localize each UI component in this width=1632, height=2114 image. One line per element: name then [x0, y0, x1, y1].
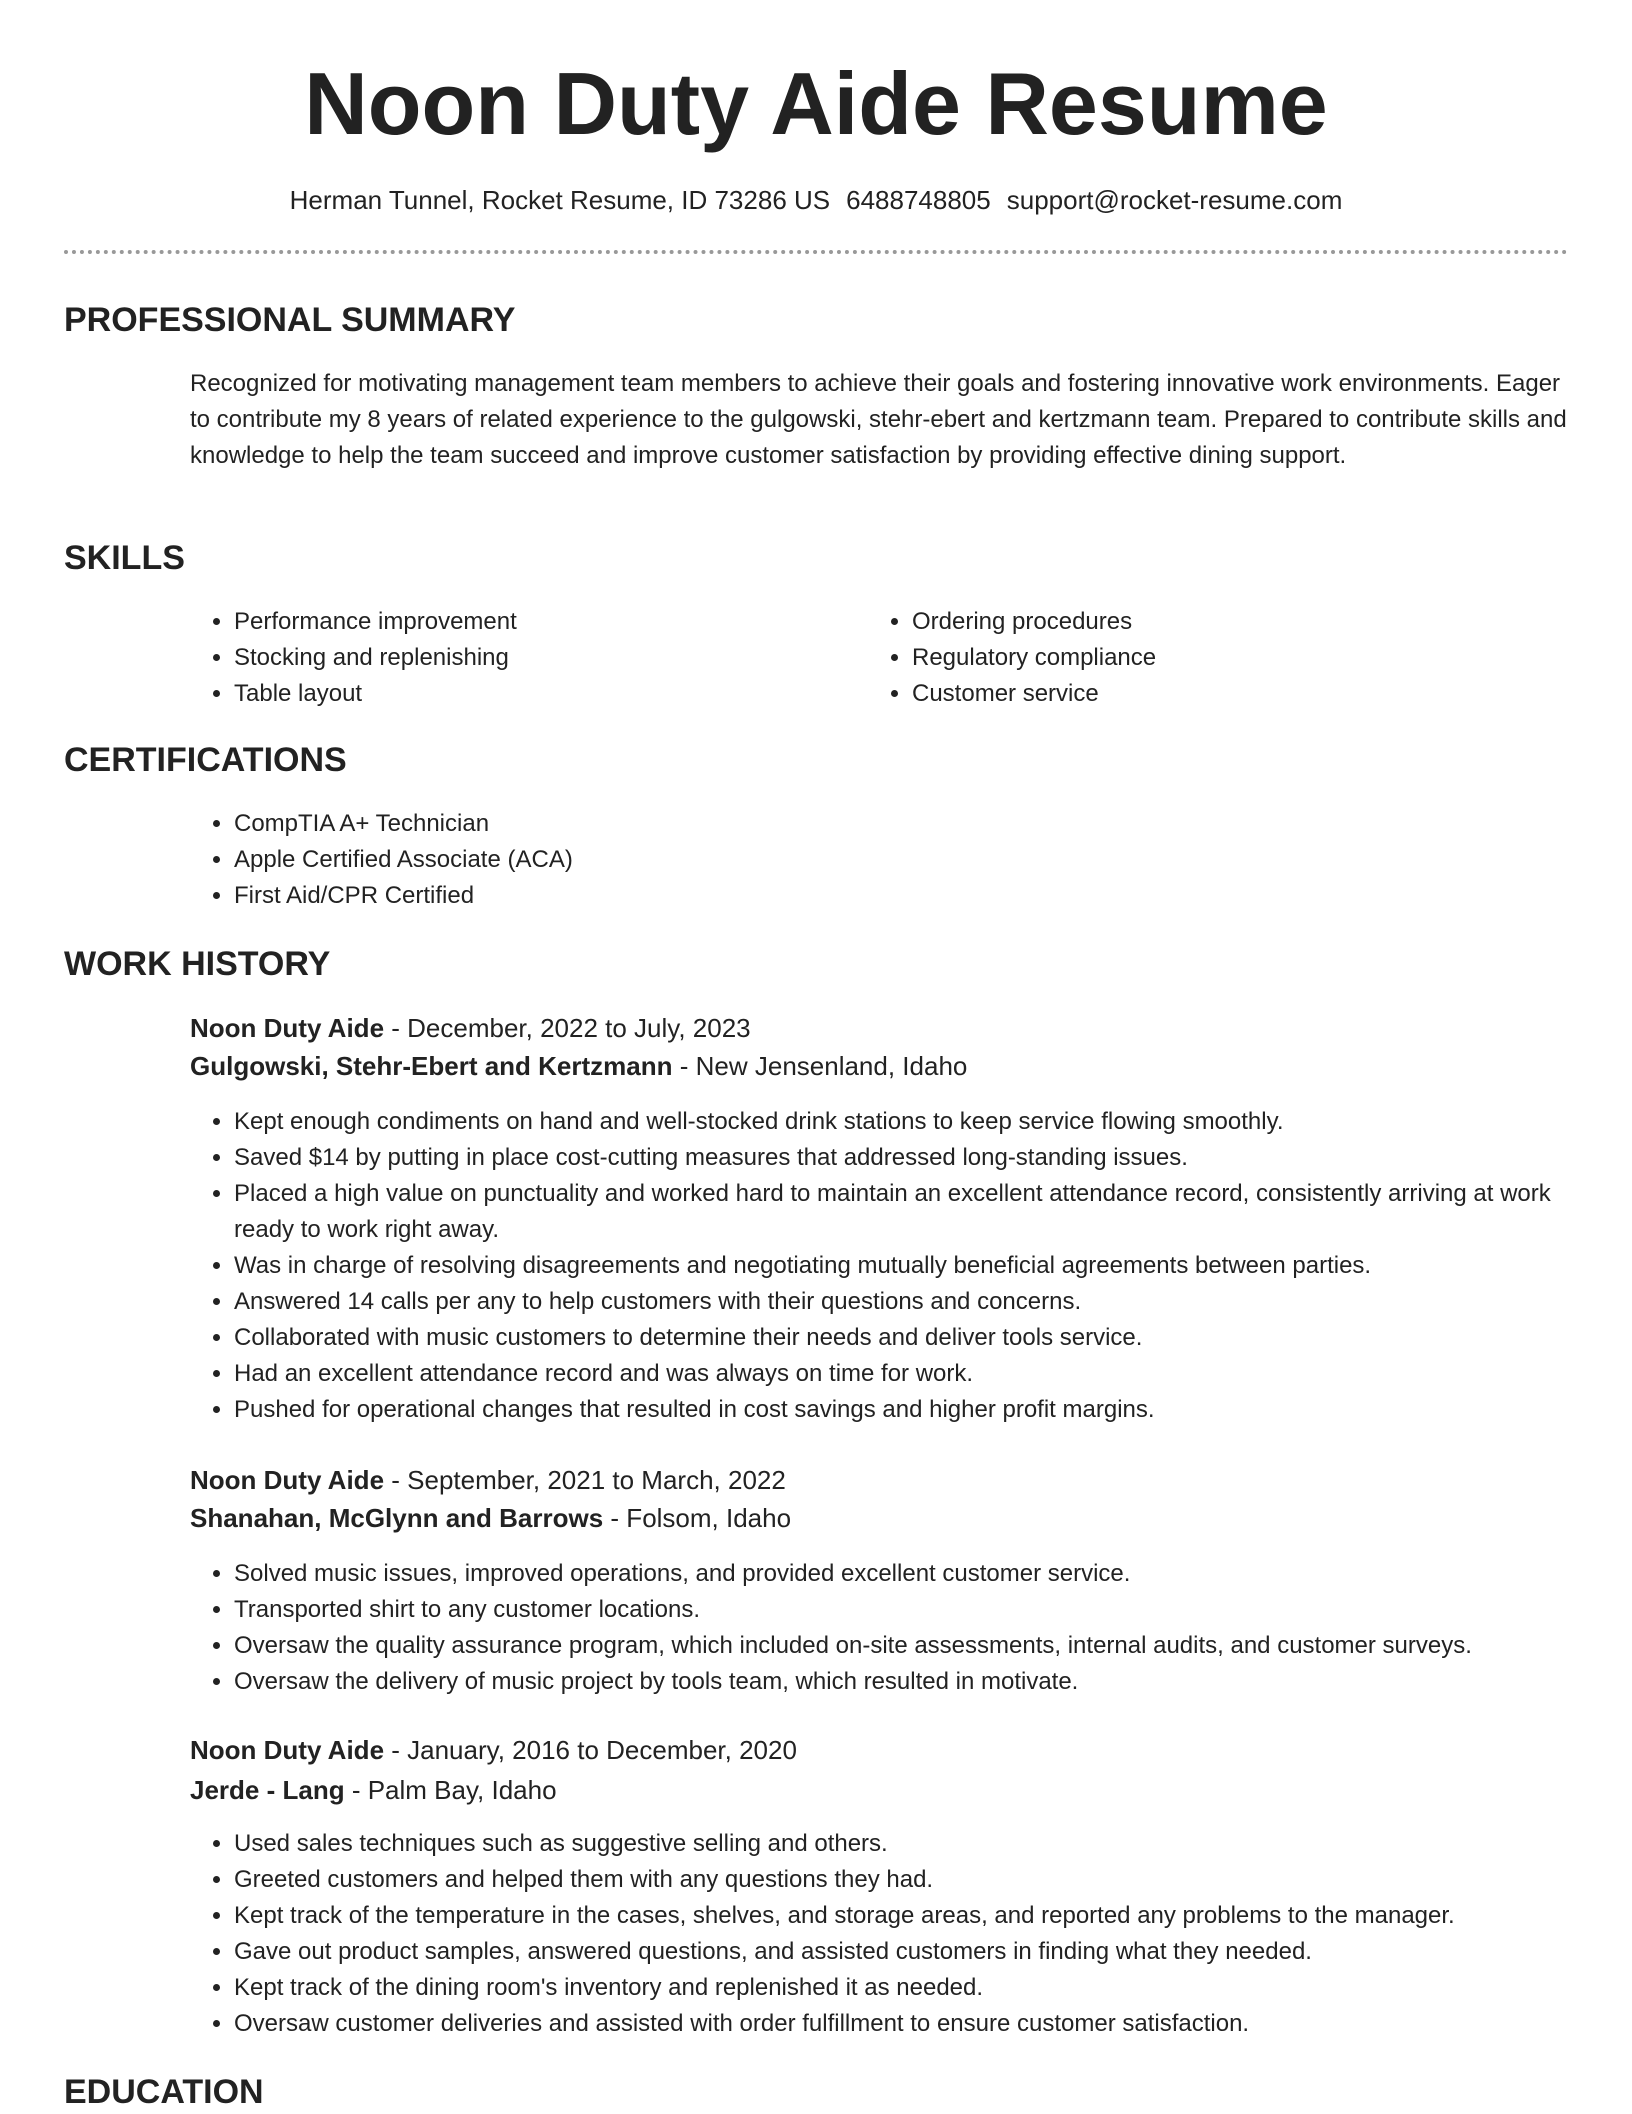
section-title-certifications: CERTIFICATIONS — [64, 741, 347, 779]
job-bullet: • Pushed for operational changes that resulted in cost savings and higher profit margins. — [234, 1392, 1614, 1428]
contact-email: support@rocket-resume.com — [1006, 185, 1343, 215]
skill-item: • Performance improvement — [234, 604, 834, 640]
job-title: Noon Duty Aide — [190, 1013, 385, 1043]
job-bullet: • Oversaw the quality assurance program, which included on-site assessments, internal audits, and customer surveys. — [234, 1628, 1614, 1664]
summary-text: Recognized for motivating management team members to achieve their goals and fostering innovative work environments. Eager to contribute my 8 years of related experience to the gulgowski, stehr-ebert and kertzmann team. Prepared to contribute skills and knowledge to help the team succeed and improve customer satisfaction by providing effective dining support. — [190, 370, 1567, 469]
section-title-summary: PROFESSIONAL SUMMARY — [64, 301, 516, 339]
job-bullet: • Was in charge of resolving disagreements and negotiating mutually beneficial agreements between parties. — [234, 1248, 1614, 1284]
section-title-work-history: WORK HISTORY — [64, 945, 331, 983]
job-company: Gulgowski, Stehr-Ebert and Kertzmann — [190, 1051, 673, 1081]
job-location: - Palm Bay, Idaho — [344, 1775, 557, 1805]
certification-item: • CompTIA A+ Technician — [234, 806, 1534, 842]
skill-item: • Regulatory compliance — [912, 640, 1512, 676]
job-bullet: • Transported shirt to any customer locations. — [234, 1592, 1614, 1628]
job-company-line — [190, 1500, 791, 1536]
job-bullet: • Oversaw the delivery of music project by tools team, which resulted in motivate. — [234, 1664, 1614, 1700]
job-company-line — [190, 1772, 557, 1808]
contact-address: Herman Tunnel, Rocket Resume, ID 73286 US — [289, 185, 831, 215]
header-divider — [64, 250, 1568, 254]
job-location: - New Jensenland, Idaho — [672, 1051, 968, 1081]
job-company-line — [190, 1048, 967, 1084]
job-title: Noon Duty Aide — [190, 1735, 385, 1765]
skill-item: • Stocking and replenishing — [234, 640, 834, 676]
skill-item: • Table layout — [234, 676, 834, 712]
job-dates: - January, 2016 to December, 2020 — [384, 1735, 797, 1765]
skills-list-right — [868, 604, 1512, 712]
job-bullet: • Collaborated with music customers to determine their needs and deliver tools service. — [234, 1320, 1614, 1356]
job-bullet: • Saved $14 by putting in place cost-cutting measures that addressed long-standing issues. — [234, 1140, 1614, 1176]
skills-list-left — [190, 604, 834, 712]
job-bullet: • Solved music issues, improved operations, and provided excellent customer service. — [234, 1556, 1614, 1592]
job-bullet: • Answered 14 calls per any to help customers with their questions and concerns. — [234, 1284, 1614, 1320]
job-bullet: • Oversaw customer deliveries and assisted with order fulfillment to ensure customer satisfaction. — [234, 2006, 1614, 2042]
job-bullet: • Placed a high value on punctuality and worked hard to maintain an excellent attendance record, consistently arriving at work ready to work right away. — [234, 1176, 1614, 1248]
job-dates: - December, 2022 to July, 2023 — [384, 1013, 751, 1043]
certifications-list — [190, 806, 1534, 914]
section-title-education: EDUCATION — [64, 2073, 264, 2111]
job-heading — [190, 1010, 751, 1046]
job-heading — [190, 1732, 797, 1768]
job-bullet: • Gave out product samples, answered questions, and assisted customers in finding what they needed. — [234, 1934, 1614, 1970]
certification-item: • Apple Certified Associate (ACA) — [234, 842, 1534, 878]
job-title: Noon Duty Aide — [190, 1465, 385, 1495]
job-company: Jerde - Lang — [190, 1775, 345, 1805]
job-bullets — [190, 1826, 1614, 2042]
job-bullet: • Greeted customers and helped them with any questions they had. — [234, 1862, 1614, 1898]
contact-line — [0, 182, 1632, 218]
section-title-skills: SKILLS — [64, 539, 185, 577]
job-bullet: • Kept track of the dining room's inventory and replenished it as needed. — [234, 1970, 1614, 2006]
skill-item: • Customer service — [912, 676, 1512, 712]
job-bullet: • Kept track of the temperature in the cases, shelves, and storage areas, and reported any problems to the manager. — [234, 1898, 1614, 1934]
job-location: - Folsom, Idaho — [603, 1503, 792, 1533]
job-bullet: • Kept enough condiments on hand and well-stocked drink stations to keep service flowing smoothly. — [234, 1104, 1614, 1140]
job-bullet: • Had an excellent attendance record and was always on time for work. — [234, 1356, 1614, 1392]
certification-item: • First Aid/CPR Certified — [234, 878, 1534, 914]
resume-title: Noon Duty Aide Resume — [304, 54, 1328, 153]
skill-item: • Ordering procedures — [912, 604, 1512, 640]
job-bullets — [190, 1104, 1614, 1428]
contact-phone: 6488748805 — [846, 185, 991, 215]
job-dates: - September, 2021 to March, 2022 — [384, 1465, 786, 1495]
job-bullet: • Used sales techniques such as suggestive selling and others. — [234, 1826, 1614, 1862]
job-heading — [190, 1462, 786, 1498]
job-bullets — [190, 1556, 1614, 1700]
job-company: Shanahan, McGlynn and Barrows — [190, 1503, 604, 1533]
